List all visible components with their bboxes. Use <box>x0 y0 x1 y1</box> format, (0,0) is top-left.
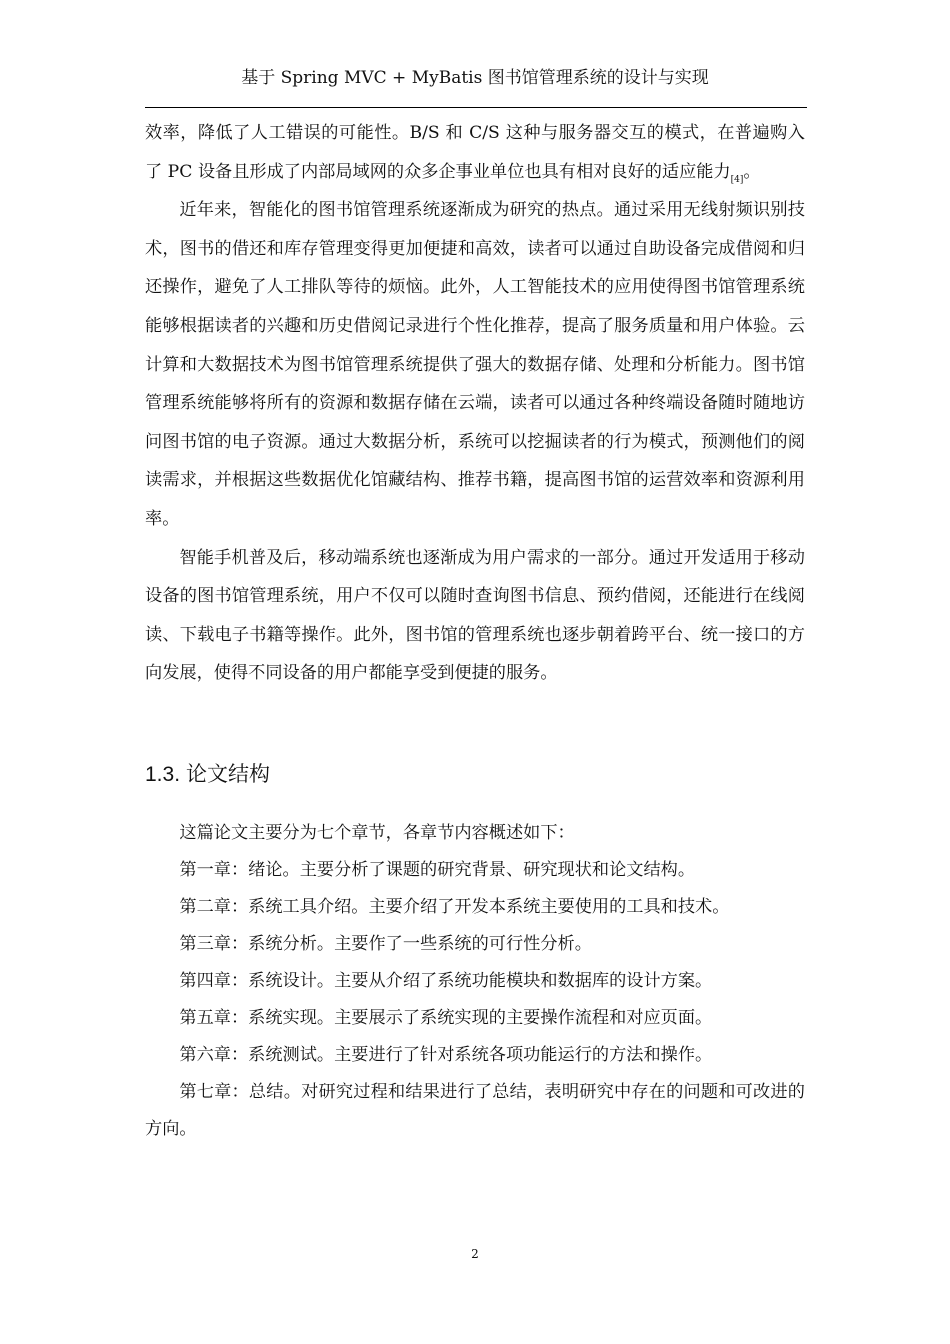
header-divider <box>145 107 807 108</box>
paragraph-text: 效率，降低了人工错误的可能性。B/S 和 C/S 这种与服务器交互的模式，在普遍购入了 PC 设备且形成了内部局域网的众多企事业单位也具有相对良好的适应能力 <box>145 123 805 182</box>
section-title-text: 论文结构 <box>186 762 271 786</box>
page-number: 2 <box>471 1247 479 1261</box>
chapter-item: 第二章：系统工具介绍。主要介绍了开发本系统主要使用的工具和技术。 <box>179 897 730 917</box>
chapter-intro: 这篇论文主要分为七个章节，各章节内容概述如下： <box>179 823 575 843</box>
chapter-item: 第五章：系统实现。主要展示了系统实现的主要操作流程和对应页面。 <box>179 1008 713 1028</box>
chapter-item: 第三章：系统分析。主要作了一些系统的可行性分析。 <box>179 934 592 954</box>
section-heading <box>145 758 270 791</box>
chapter-item: 第六章：系统测试。主要进行了针对系统各项功能运行的方法和操作。 <box>179 1045 713 1065</box>
paragraph-end: 。 <box>743 161 761 182</box>
citation-ref[interactable]: [4] <box>730 174 744 185</box>
body-text <box>145 114 805 693</box>
chapter-item: 第七章：总结。对研究过程和结果进行了总结，表明研究中存在的问题和可改进的方向。 <box>145 1082 805 1139</box>
chapter-overview <box>145 815 805 1148</box>
paragraph-intelligent-systems: 近年来，智能化的图书馆管理系统逐渐成为研究的热点。通过采用无线射频识别技术，图书的借还和库存管理变得更加便捷和高效，读者可以通过自助设备完成借阅和归还操作，避免了人工排队等待的烦恼。此外，人工智能技术的应用使得图书馆管理系统能够根据读者的兴趣和历史借阅记录进行个性化推荐，提高了服务质量和用户体验。云计算和大数据技术为图书馆管理系统提供了强大的数据存储、处理和分析能力。图书馆管理系统能够将所有的资源和数据存储在云端，读者可以通过各种终端设备随时随地访问图书馆的电子资源。通过大数据分析，系统可以挖掘读者的行为模式，预测他们的阅读需求，并根据这些数据优化馆藏结构、推荐书籍，提高图书馆的运营效率和资源利用率。 <box>145 200 805 529</box>
chapter-item: 第一章：绪论。主要分析了课题的研究背景、研究现状和论文结构。 <box>179 860 696 880</box>
chapter-item: 第四章：系统设计。主要从介绍了系统功能模块和数据库的设计方案。 <box>179 971 713 991</box>
running-header: 基于 Spring MVC + MyBatis 图书馆管理系统的设计与实现 <box>241 68 709 88</box>
section-number: 1.3. <box>145 763 181 786</box>
paragraph-mobile-systems: 智能手机普及后，移动端系统也逐渐成为用户需求的一部分。通过开发适用于移动设备的图书馆管理系统，用户不仅可以随时查询图书信息、预约借阅，还能进行在线阅读、下载电子书籍等操作。此外，图书馆的管理系统也逐步朝着跨平台、统一接口的方向发展，使得不同设备的用户都能享受到便捷的服务。 <box>145 547 805 684</box>
paragraph-continuation <box>145 114 805 191</box>
